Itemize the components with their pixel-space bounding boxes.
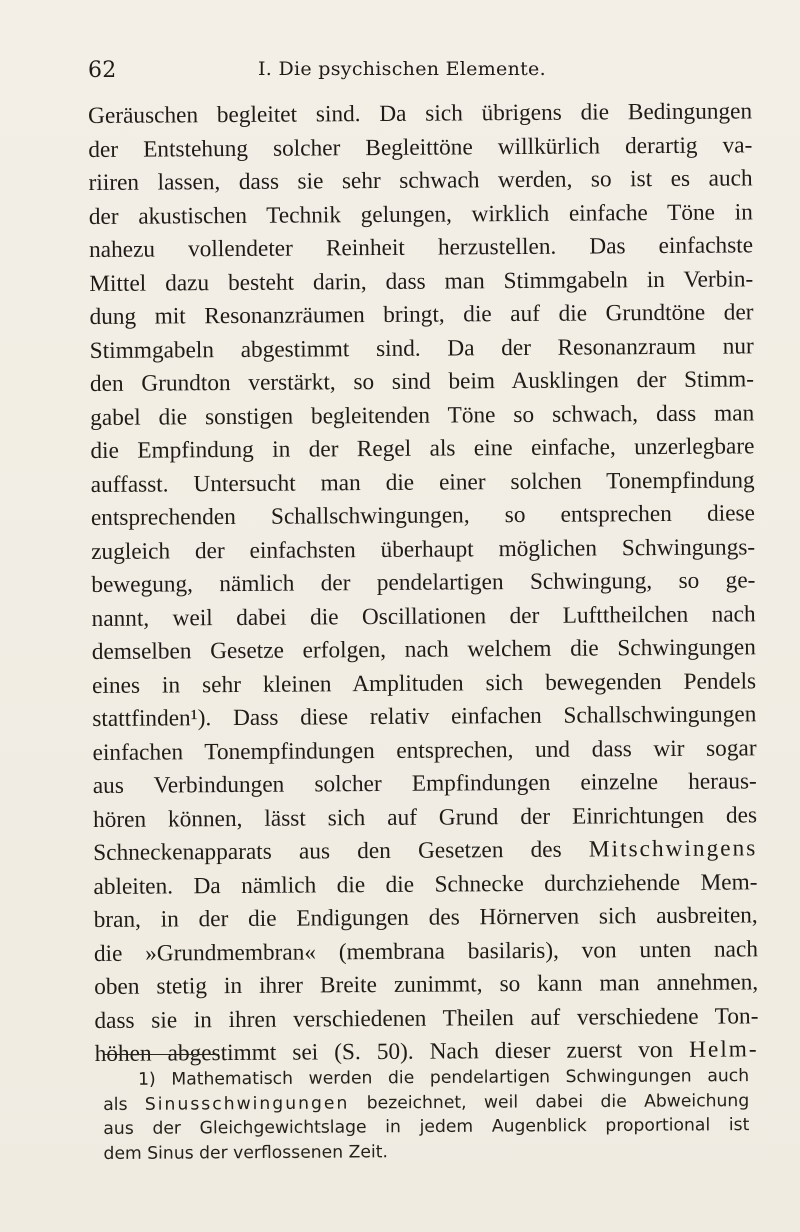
text-line: hören können, lässt sich auf Grund der Einrichtungen des — [92, 801, 758, 833]
running-head: I. Die psychischen Elemente. — [258, 58, 546, 80]
text-line: oben stetig in ihrer Breite zunimmt, so kann man annehmen, — [94, 969, 759, 1000]
page-number: 62 — [88, 58, 117, 83]
text-segment: höhen abgestimmt sei (S. 50). Nach dieser zuerst von — [94, 1036, 690, 1067]
text-line: zugleich der einfachsten überhaupt möglichen Schwingungs- — [91, 533, 756, 565]
text-line-mitschwingens — [93, 832, 757, 870]
text-line: Stimmgabeln abgestimmt sind. Da der Resonanzraum nur — [89, 332, 754, 364]
emphasized-term: Sinusschwingungen — [144, 1092, 350, 1115]
text-line: entsprechenden Schallschwingungen, so entsprechen diese — [90, 500, 755, 531]
text-line: nahezu vollendeter Reinheit herzustellen. Das einfachste — [88, 232, 754, 263]
text-line: ableiten. Da nämlich die die Schnecke durchziehende Mem- — [93, 868, 758, 900]
text-line: riiren lassen, dass sie sehr schwach werden, so ist es auch — [88, 165, 753, 196]
text-line: Mittel dazu besteht darin, dass man Stimmgabeln in Verbin- — [89, 265, 754, 297]
text-line: bewegung, nämlich der pendelartigen Schwingung, so ge- — [91, 567, 756, 598]
text-line: der Entstehung solcher Begleittöne willkürlich derartig va- — [88, 131, 753, 163]
footnote-divider — [103, 1054, 219, 1055]
text-line: dass sie in ihren verschiedenen Theilen auf verschiedene Ton- — [94, 1002, 759, 1034]
footnote-line: aus der Gleichgewichtslage in jedem Augenblick proportional ist — [103, 1115, 750, 1139]
body-text — [88, 95, 759, 1071]
text-line: die »Grundmembran« (membrana basilaris), von unten nach — [93, 935, 759, 967]
text-segment: als — [103, 1094, 145, 1115]
text-line: demselben Gesetze erfolgen, nach welchem die Schwingungen — [91, 634, 756, 665]
emphasized-term: Helm- — [689, 1036, 759, 1063]
emphasized-term: Mitschwingens — [588, 835, 758, 863]
text-line: stattfinden¹). Dass diese relativ einfachen Schallschwingungen — [92, 701, 757, 732]
footnote-line: dem Sinus der verflossenen Zeit. — [103, 1141, 388, 1164]
text-line: dung mit Resonanzräumen bringt, die auf die Grundtöne der — [89, 299, 754, 330]
text-line: gabel die sonstigen begleitenden Töne so schwach, dass man — [90, 399, 755, 431]
footnote-line: 1) Mathematisch werden die pendelartigen Schwingungen auch — [138, 1066, 750, 1090]
text-line: die Empfindung in der Regel als eine einfache, unzerlegbare — [90, 433, 755, 464]
text-segment: bezeichnet, weil dabei die Abweichung — [349, 1090, 750, 1113]
text-line: auffasst. Untersucht man die einer solchen Tonempfindung — [90, 466, 755, 498]
text-line: nannt, weil dabei die Oscillationen der Lufttheilchen nach — [91, 600, 756, 632]
text-line: bran, in der die Endigungen des Hörnerven sich ausbreiten, — [93, 902, 758, 933]
footnote — [103, 1064, 750, 1166]
text-segment: Schneckenapparats aus den Gesetzen des — [93, 836, 589, 866]
text-line: einfachen Tonempfindungen entsprechen, und dass wir sogar — [92, 734, 757, 766]
text-line: den Grundton verstärkt, so sind beim Ausklingen der Stimm- — [89, 366, 755, 397]
text-line: aus Verbindungen solcher Empfindungen einzelne heraus- — [92, 768, 757, 799]
text-line: Geräuschen begleitet sind. Da sich übrigens die Bedingungen — [88, 98, 753, 129]
text-line: eines in sehr kleinen Amplituden sich bewegenden Pendels — [91, 667, 757, 699]
text-line: der akustischen Technik gelungen, wirklich einfache Töne in — [88, 198, 753, 230]
